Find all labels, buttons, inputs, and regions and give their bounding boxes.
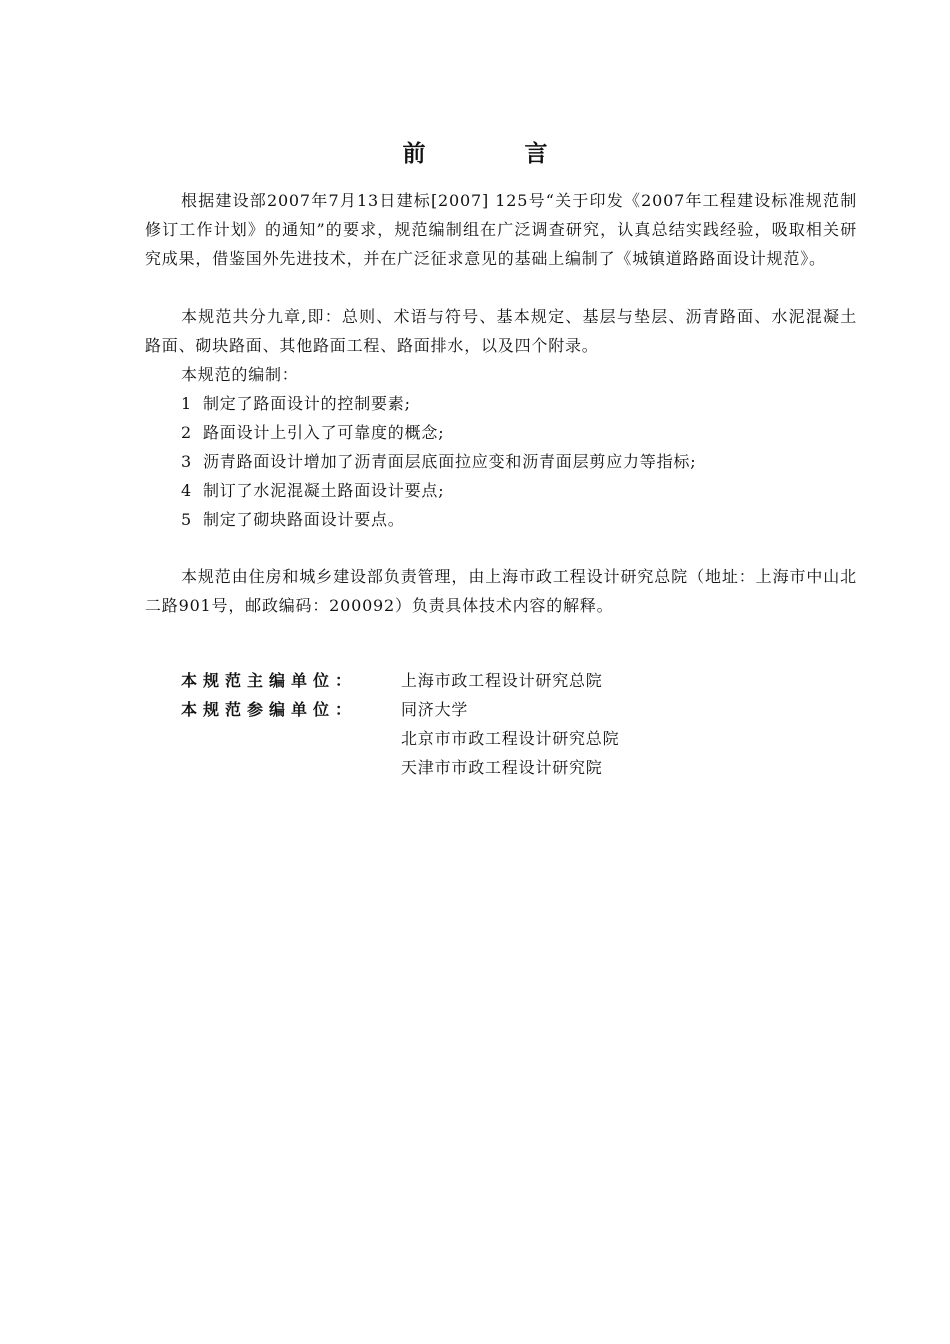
- list-item-text: 制定了路面设计的控制要素;: [203, 394, 411, 413]
- list-item-text: 路面设计上引入了可靠度的概念;: [203, 423, 445, 442]
- participant-value: 天津市市政工程设计研究院: [401, 758, 603, 777]
- paragraph-text: 本规范的编制：: [181, 365, 299, 384]
- list-item-text: 制定了砌块路面设计要点。: [203, 510, 405, 529]
- list-item: [145, 389, 857, 418]
- chief-editor-value: 上海市政工程设计研究总院: [401, 671, 603, 690]
- participant-value: 同济大学: [401, 700, 469, 719]
- list-item: [145, 447, 857, 476]
- compilation-heading: [145, 360, 857, 389]
- list-item: [145, 418, 857, 447]
- list-item-text: 沥青路面设计增加了沥青面层底面拉应变和沥青面层剪应力等指标;: [203, 452, 697, 471]
- list-item-number: 5: [181, 510, 192, 529]
- participant-row: [401, 753, 603, 782]
- paragraph-text: 本规范共分九章,即：总则、术语与符号、基本规定、基层与垫层、沥青路面、水泥混凝土路面、砌块路面、其他路面工程、路面排水，以及四个附录。: [145, 307, 857, 355]
- list-item: [145, 476, 857, 505]
- intro-paragraph: [145, 186, 857, 273]
- participant-value: 北京市市政工程设计研究总院: [401, 729, 620, 748]
- list-item-number: 2: [181, 423, 192, 442]
- list-item-number: 3: [181, 452, 192, 471]
- list-item-text: 制订了水泥混凝土路面设计要点;: [203, 481, 445, 500]
- participant-label: 本规范参编单位：: [181, 700, 358, 719]
- participant-row: [181, 695, 468, 724]
- list-item-number: 1: [181, 394, 192, 413]
- list-item: [145, 505, 857, 534]
- participant-row: [401, 724, 619, 753]
- management-paragraph: [145, 562, 857, 620]
- chief-editor-row: [181, 666, 603, 695]
- compilation-list: [145, 389, 857, 534]
- chief-editor-label: 本规范主编单位：: [181, 671, 358, 690]
- list-item-number: 4: [181, 481, 192, 500]
- chapters-paragraph: [145, 302, 857, 360]
- paragraph-text: 本规范由住房和城乡建设部负责管理，由上海市政工程设计研究总院（地址：上海市中山北二路901号，邮政编码：200092）负责具体技术内容的解释。: [145, 567, 857, 615]
- page-title: 前 言: [402, 141, 586, 167]
- paragraph-text: 根据建设部2007年7月13日建标[2007] 125号“关于印发《2007年工程建设标准规范制修订工作计划》的通知”的要求，规范编制组在广泛调查研究，认真总结实践经验，吸取相关研究成果，借鉴国外先进技术，并在广泛征求意见的基础上编制了《城镇道路路面设计规范》。: [145, 191, 857, 268]
